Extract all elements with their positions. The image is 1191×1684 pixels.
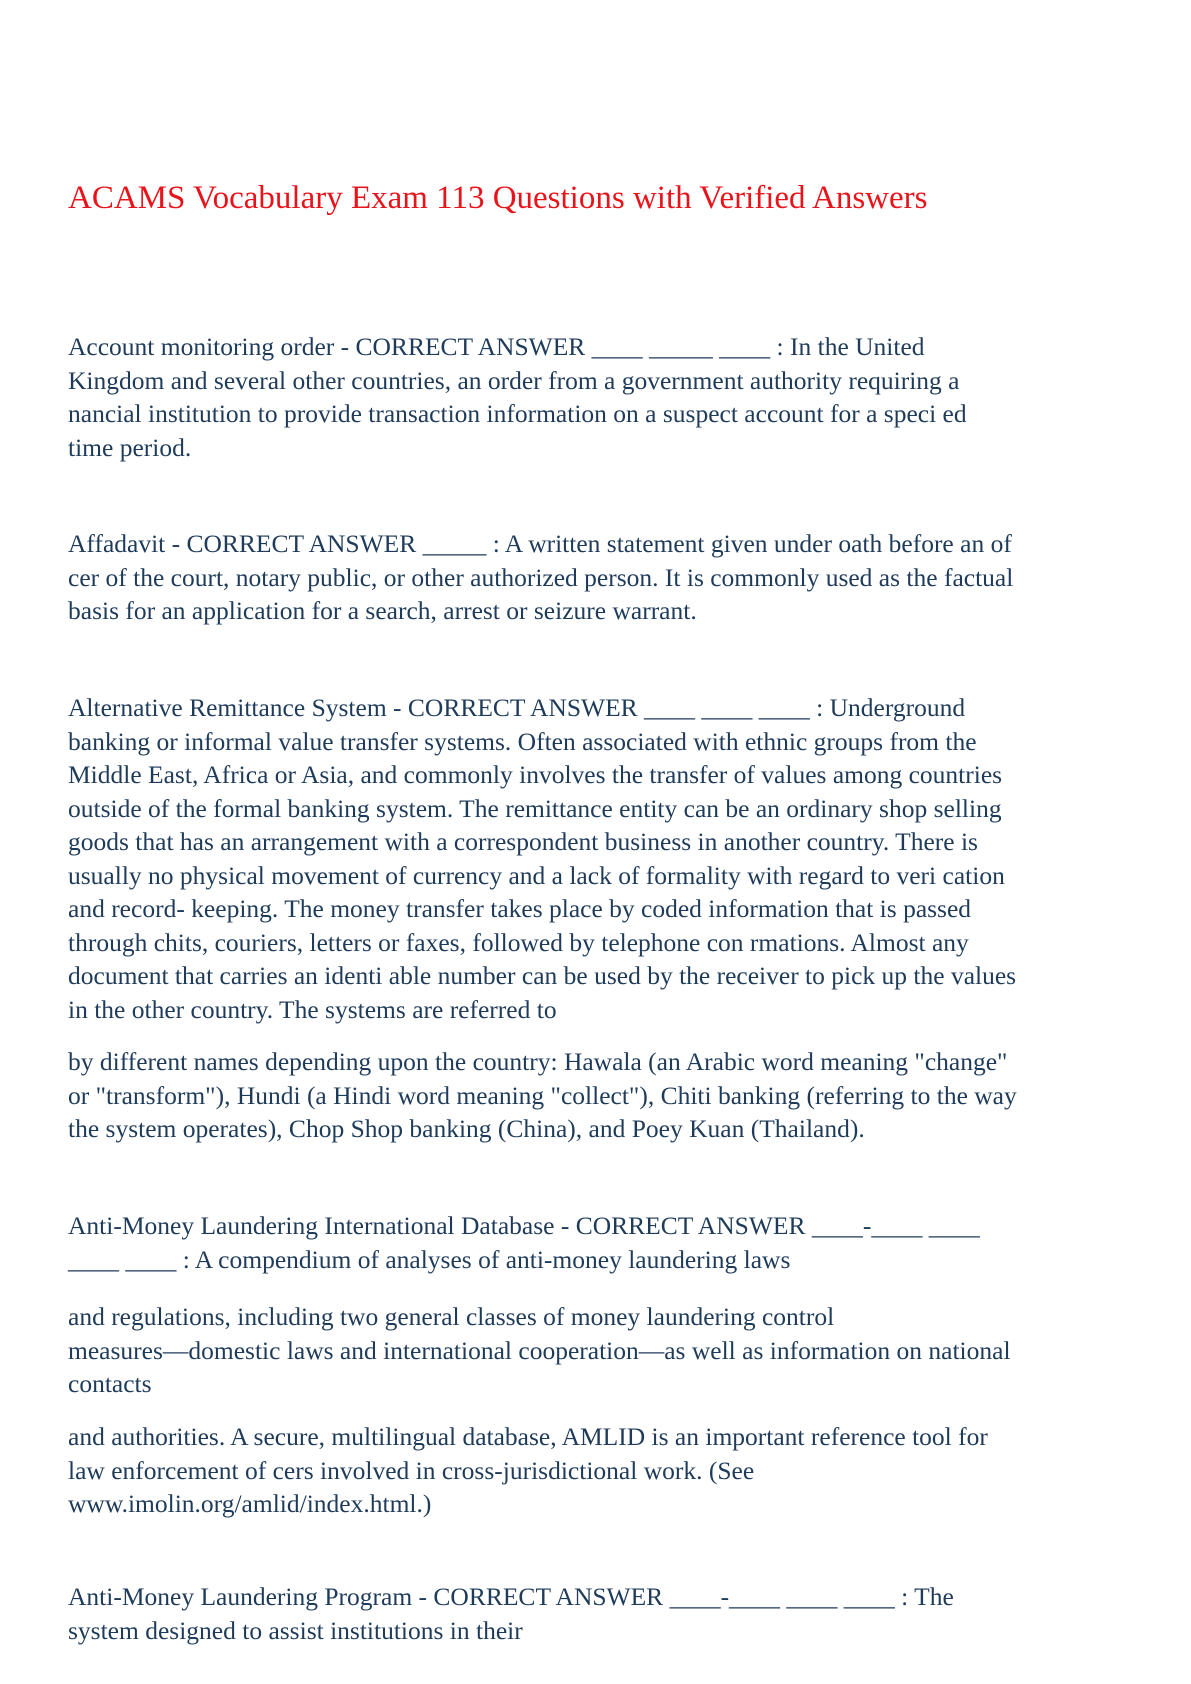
document-title: ACAMS Vocabulary Exam 113 Questions with Verified Answers [68,180,928,216]
text-line: www.imolin.org/amlid/index.html.) [68,1489,432,1518]
text-line: contacts [68,1369,152,1398]
text-line: basis for an application for a search, arrest or seizure warrant. [68,596,697,625]
text-line: outside of the formal banking system. The remittance entity can be an ordinary shop selling [68,793,1002,823]
entry-aml-international-database-continued-2 [68,1420,1133,1521]
entry-aml-international-database [68,1209,1133,1276]
text-line: Anti-Money Laundering International Database - CORRECT ANSWER ____-____ ____ [68,1211,980,1240]
text-line: Middle East, Africa or Asia, and commonly involves the transfer of values among countries [68,760,1003,789]
text-line: and authorities. A secure, multilingual database, AMLID is an important reference tool for [68,1422,988,1451]
text-line: Alternative Remittance System - CORRECT ANSWER ____ ____ ____ : Underground [68,693,966,722]
text-line: nancial institution to provide transaction information on a suspect account for a speci ed [68,399,967,428]
entry-alternative-remittance-system-continued [68,1045,1133,1146]
text-line: Anti-Money Laundering Program - CORRECT ANSWER ____-____ ____ ____ : The [68,1582,954,1611]
entry-aml-program [68,1580,1133,1647]
text-line: document that carries an identi able number can be used by the receiver to pick up the values [68,961,1017,990]
text-line: system designed to assist institutions in their [68,1615,523,1645]
text-line: measures—domestic laws and international cooperation—as well as information on national [68,1335,1011,1365]
text-line: in the other country. The systems are referred to [68,994,557,1024]
text-line: and regulations, including two general classes of money laundering control [68,1302,835,1331]
text-line: goods that has an arrangement with a correspondent business in another country. There is [68,827,978,856]
text-line: Kingdom and several other countries, an order from a government authority requiring a [68,365,960,395]
text-line: or "transform"), Hundi (a Hindi word meaning "collect"), Chiti banking (referring to the way [68,1080,1017,1110]
entry-alternative-remittance-system [68,691,1133,1026]
entry-aml-international-database-continued [68,1300,1133,1401]
entry-affadavit [68,527,1133,628]
text-line: ____ ____ : A compendium of analyses of anti-money laundering laws [68,1244,791,1274]
text-line: the system operates), Chop Shop banking (China), and Poey Kuan (Thailand). [68,1114,865,1143]
text-line: Account monitoring order - CORRECT ANSWER ____ _____ ____ : In the United [68,332,925,361]
text-line: time period. [68,432,192,462]
text-line: usually no physical movement of currency and a lack of formality with regard to veri cation [68,860,1005,890]
text-line: by different names depending upon the country: Hawala (an Arabic word meaning "change" [68,1047,1008,1076]
text-line: law enforcement of cers involved in cross-jurisdictional work. (See [68,1455,755,1485]
text-line: through chits, couriers, letters or faxes, followed by telephone con rmations. Almost any [68,927,969,957]
text-line: Affadavit - CORRECT ANSWER _____ : A written statement given under oath before an of [68,529,1012,558]
text-line: banking or informal value transfer systems. Often associated with ethnic groups from the [68,726,977,756]
entry-account-monitoring-order [68,330,1133,464]
text-line: cer of the court, notary public, or other authorized person. It is commonly used as the factual [68,562,1014,592]
text-line: and record- keeping. The money transfer takes place by coded information that is passed [68,894,972,923]
